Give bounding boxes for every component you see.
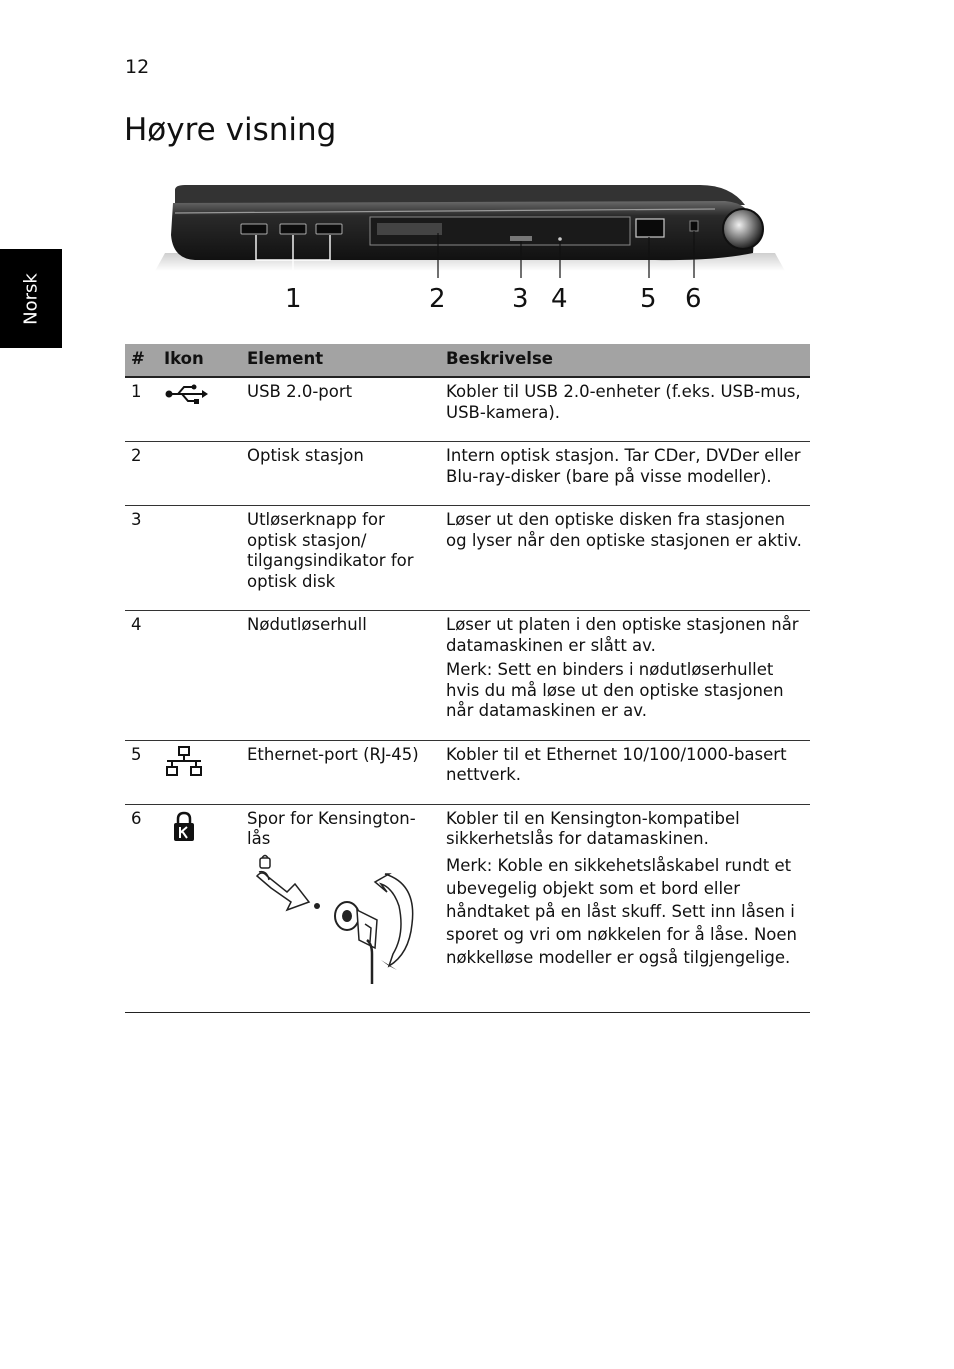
row-number: 6 — [125, 804, 158, 1013]
hinge-knob — [723, 209, 763, 249]
header-description: Beskrivelse — [440, 344, 810, 377]
kensington-lock-illustration-icon — [247, 854, 422, 989]
laptop-figure-svg — [155, 175, 785, 325]
page-title: Høyre visning — [124, 112, 337, 148]
row-description — [440, 611, 810, 741]
laptop-right-side-illustration — [155, 175, 785, 325]
ethernet-port — [636, 219, 664, 237]
usb-port-2 — [280, 224, 306, 234]
callout-6: 6 — [685, 284, 702, 314]
kensington-lock-icon — [164, 809, 204, 843]
callout-3: 3 — [512, 284, 529, 314]
row-icon — [158, 377, 241, 442]
table-header-row — [125, 344, 810, 377]
header-number: # — [125, 344, 158, 377]
usb-port-3 — [316, 224, 342, 234]
row-description: Løser ut den optiske disken fra stasjonen og lyser når den optiske stasjonen er aktiv. — [440, 506, 810, 611]
callout-1: 1 — [285, 284, 302, 314]
row-icon — [158, 506, 241, 611]
note — [446, 854, 804, 969]
note-label: Merk: — [446, 660, 493, 679]
optical-eject-button — [510, 236, 532, 241]
port-table — [125, 344, 810, 1013]
row-number: 4 — [125, 611, 158, 741]
row-number: 5 — [125, 740, 158, 804]
table-row — [125, 611, 810, 741]
row-number: 3 — [125, 506, 158, 611]
row-number: 2 — [125, 442, 158, 506]
description-text: Kobler til en Kensington-kompatibel sikkerhetslås for datamaskinen. — [446, 808, 740, 848]
row-element: Nødutløserhull — [241, 611, 440, 741]
row-description: Kobler til USB 2.0-enheter (f.eks. USB-mus, USB-kamera). — [440, 377, 810, 442]
row-description — [440, 804, 810, 1013]
note-text: Koble en sikkehetslåskabel rundt et ubevegelig objekt som et bord eller håndtaket på en låst skuff. Sett inn låsen i sporet og vri om nøkkelen for å låse. Noen nøkkelløse modeller er også tilgjengelige. — [446, 855, 797, 967]
callout-5: 5 — [640, 284, 657, 314]
table-row — [125, 506, 810, 611]
row-number: 1 — [125, 377, 158, 442]
table-row — [125, 804, 810, 1013]
element-text: Spor for Kensington-lås — [247, 808, 416, 848]
note — [446, 660, 804, 722]
emergency-eject-hole — [558, 237, 562, 241]
table-row — [125, 442, 810, 506]
usb-icon — [164, 382, 208, 406]
language-tab-label: Norsk — [20, 272, 42, 325]
language-tab — [0, 249, 62, 348]
table-row — [125, 740, 810, 804]
table-row — [125, 377, 810, 442]
row-icon — [158, 740, 241, 804]
row-element: Ethernet-port (RJ-45) — [241, 740, 440, 804]
description-text: Løser ut platen i den optiske stasjonen når datamaskinen er slått av. — [446, 615, 799, 655]
usb-port-1 — [241, 224, 267, 234]
row-description: Intern optisk stasjon. Tar CDer, DVDer eller Blu-ray-disker (bare på visse modeller). — [440, 442, 810, 506]
callout-4: 4 — [551, 284, 568, 314]
ethernet-icon — [164, 745, 204, 779]
optical-drive-logos — [377, 223, 442, 235]
note-label: Merk: — [446, 855, 493, 875]
row-element: Utløserknapp for optisk stasjon/ tilgangsindikator for optisk disk — [241, 506, 440, 611]
row-icon — [158, 804, 241, 1013]
row-icon — [158, 442, 241, 506]
note-text: Sett en binders i nødutløserhullet hvis du må løse ut den optiske stasjonen når datamaskinen er av. — [446, 660, 784, 720]
row-description: Kobler til et Ethernet 10/100/1000-basert nettverk. — [440, 740, 810, 804]
callout-2: 2 — [429, 284, 446, 314]
kensington-slot — [690, 221, 698, 231]
row-element — [241, 804, 440, 1013]
header-icon: Ikon — [158, 344, 241, 377]
header-element: Element — [241, 344, 440, 377]
row-element: USB 2.0-port — [241, 377, 440, 442]
row-icon — [158, 611, 241, 741]
page-number: 12 — [125, 56, 150, 78]
row-element: Optisk stasjon — [241, 442, 440, 506]
